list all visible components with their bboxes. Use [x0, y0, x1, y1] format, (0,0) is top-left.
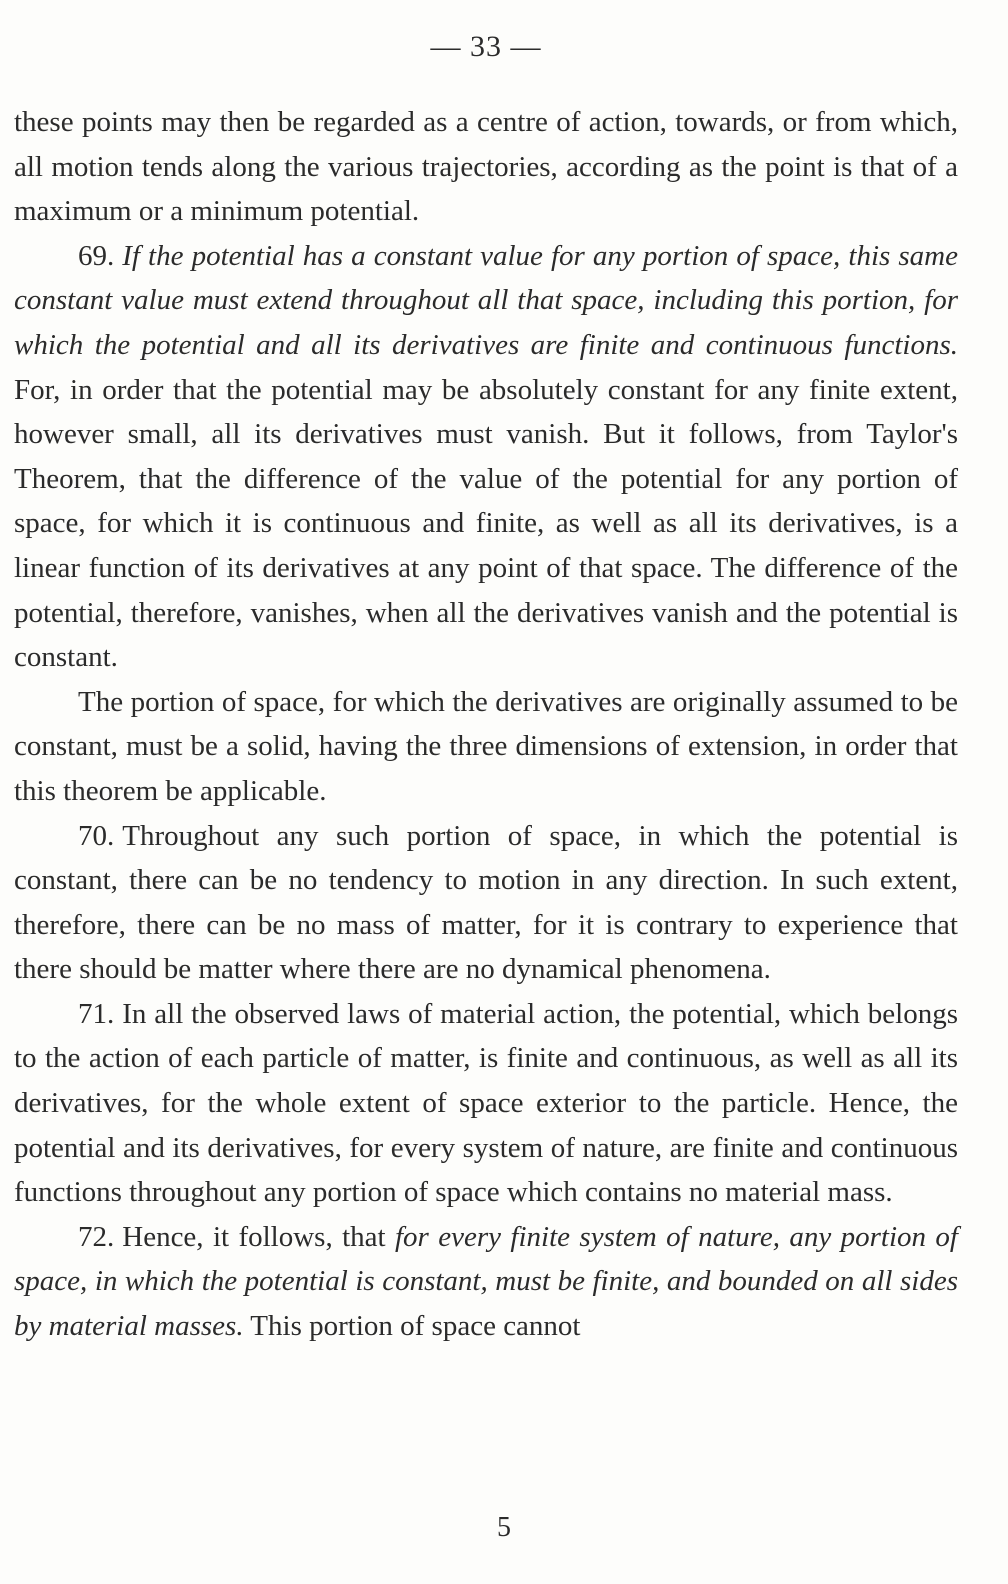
paragraph-text: The portion of space, for which the derivatives are originally assumed to be constant, must be a solid, having the three dimensions of extension, in order that this theorem be applicable. — [14, 685, 958, 807]
body-text — [14, 100, 958, 1349]
paragraph-continuation — [14, 100, 958, 234]
section-number: 71. — [78, 997, 115, 1030]
paragraph-text: these points may then be regarded as a centre of action, towards, or from which, all motion tends along the various trajectories, according as the point is that of a maximum or a minimum potential. — [14, 106, 958, 228]
paragraph-text-end: This portion of space cannot — [243, 1310, 581, 1343]
theorem-statement: If the potential has a constant value for any portion of space, this same constant value must extend throughout all that space, including this portion, for which the potential and all its derivatives are finite and continuous functions. — [14, 239, 958, 361]
paragraph-69-note — [14, 680, 958, 814]
section-number: 70. — [78, 819, 115, 852]
paragraph-72 — [14, 1215, 958, 1349]
paragraph-text: In all the observed laws of material action, the potential, which belongs to the action of each particle of matter, is finite and continuous, as well as all its derivatives, for the whole extent of space exterior to the particle. Hence, the potential and its derivatives, for every system of nature, are finite and continuous functions throughout any portion of space which contains no material mass. — [14, 997, 958, 1209]
paragraph-text: For, in order that the potential may be absolutely constant for any finite extent, however small, all its derivatives must vanish. But it follows, from Taylor's Theorem, that the difference of the value of the potential for any portion of space, for which it is continuous and finite, as well as all its derivatives, is a linear function of its derivatives at any point of that space. The difference of the potential, therefore, vanishes, when all the derivatives vanish and the potential is constant. — [14, 373, 958, 674]
paragraph-69 — [14, 234, 958, 680]
page-number: — 33 — — [430, 30, 542, 63]
section-number: 69. — [78, 239, 115, 272]
paragraph-71 — [14, 992, 958, 1215]
paragraph-text: Hence, it follows, that — [122, 1220, 395, 1253]
section-number: 72. — [78, 1220, 115, 1253]
paragraph-text: Throughout any such portion of space, in which the potential is constant, there can be no tendency to motion in any direction. In such extent, therefore, there can be no mass of matter, for it is contrary to experience that there should be matter where there are no dynamical phenomena. — [14, 819, 958, 986]
paragraph-70 — [14, 814, 958, 992]
theorem-statement: for every finite system of nature, any portion of space, in which the potential is constant, must be finite, and bounded on all sides by material masses. — [14, 1220, 958, 1343]
signature-mark: 5 — [497, 1512, 511, 1543]
